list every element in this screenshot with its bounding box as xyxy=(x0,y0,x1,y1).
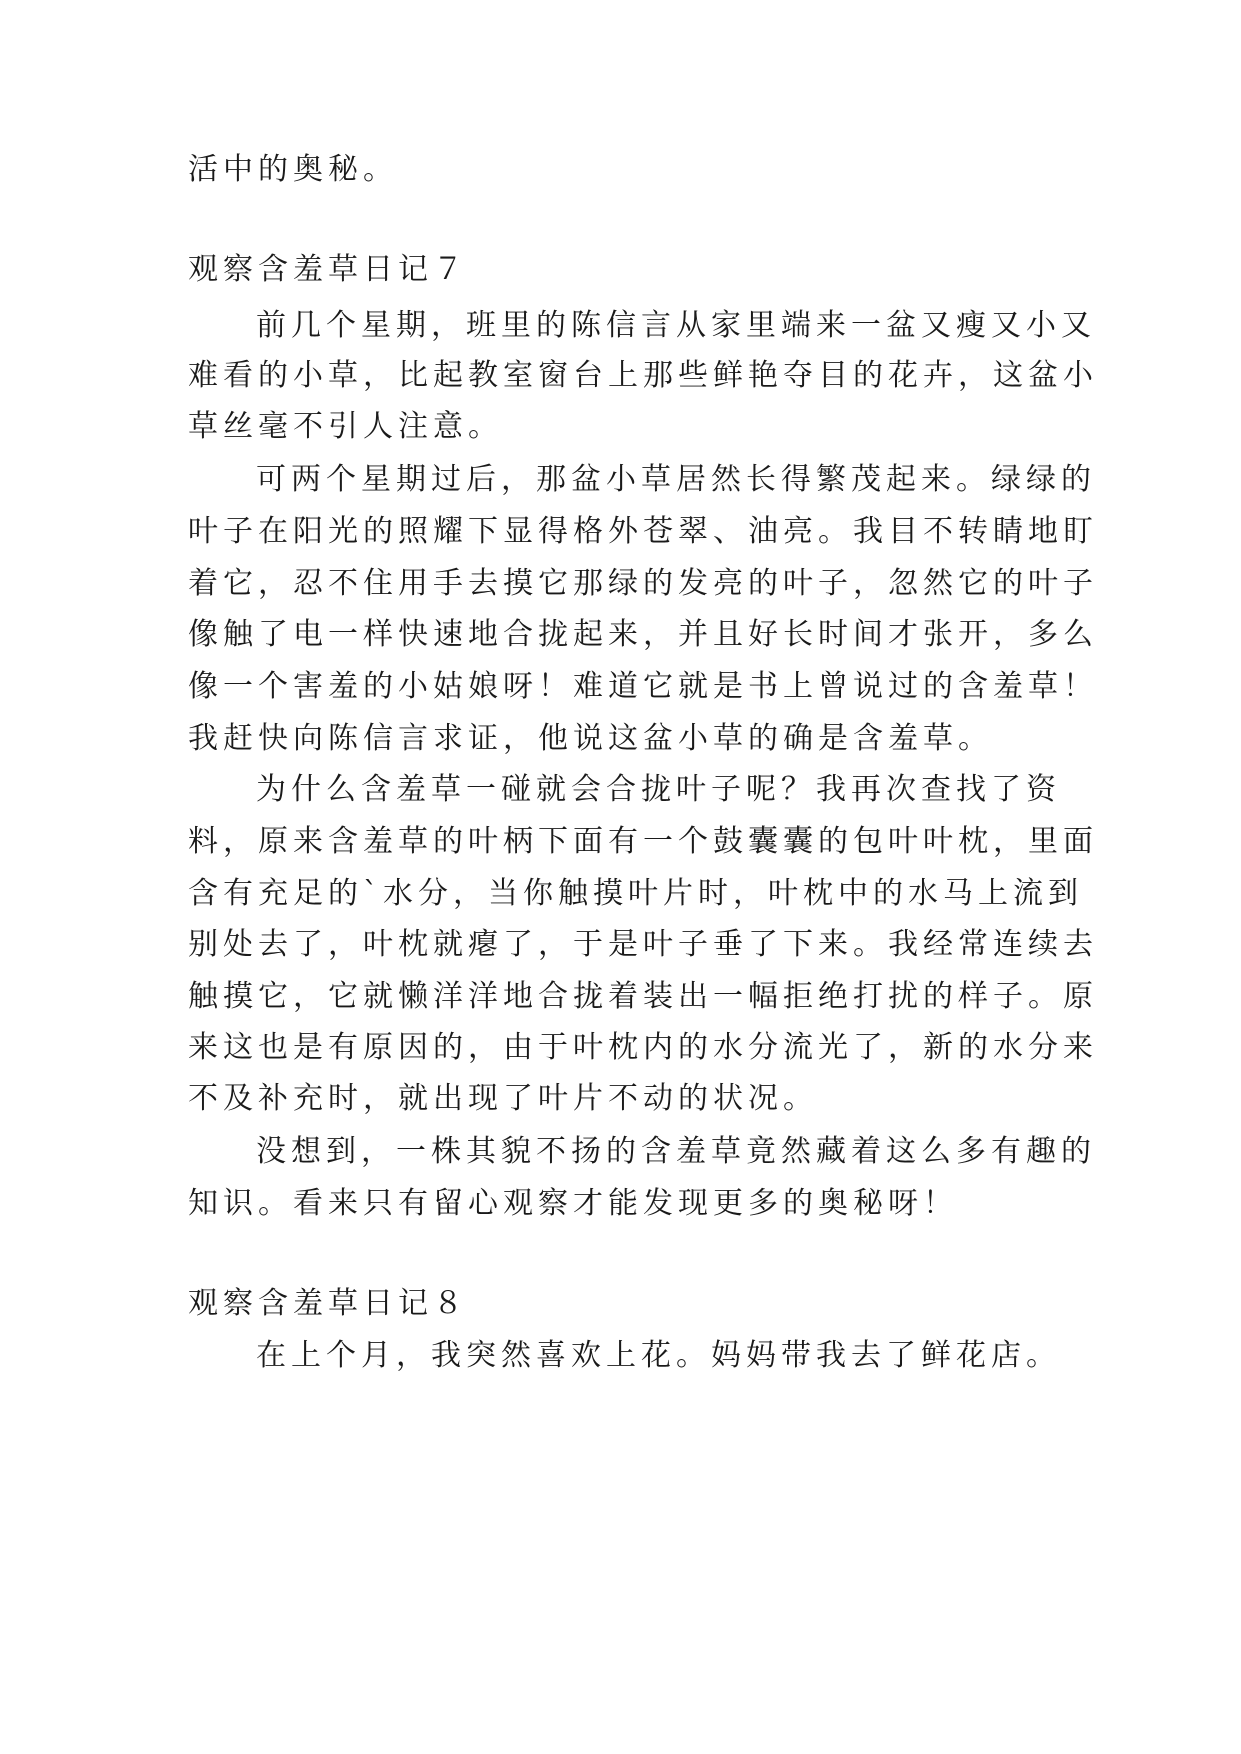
paragraph-line: 草丝毫不引人注意。 xyxy=(188,409,503,444)
paragraph-line: 触摸它，它就懒洋洋地合拢着装出一幅拒绝打扰的样子。原 xyxy=(188,979,1098,1014)
paragraph-line: 着它，忍不住用手去摸它那绿的发亮的叶子，忽然它的叶子 xyxy=(188,566,1098,601)
section-heading: 观察含羞草日记８ xyxy=(188,1286,468,1321)
paragraph-line: 可两个星期过后，那盆小草居然长得繁茂起来。绿绿的 xyxy=(256,462,1096,497)
paragraph-line: 没想到，一株其貌不扬的含羞草竟然藏着这么多有趣的 xyxy=(256,1134,1096,1169)
paragraph-line: 知识。看来只有留心观察才能发现更多的奥秘呀！ xyxy=(188,1186,958,1221)
paragraph-line: 我赶快向陈信言求证，他说这盆小草的确是含羞草。 xyxy=(188,721,993,756)
paragraph-line: 难看的小草，比起教室窗台上那些鲜艳夺目的花卉，这盆小 xyxy=(188,358,1098,393)
paragraph-line: 叶子在阳光的照耀下显得格外苍翠、油亮。我目不转睛地盯 xyxy=(188,514,1098,549)
paragraph-line: 料，原来含羞草的叶柄下面有一个鼓囊囊的包叶叶枕，里面 xyxy=(188,824,1098,859)
section-heading: 观察含羞草日记７ xyxy=(188,252,468,287)
paragraph-line: 来这也是有原因的，由于叶枕内的水分流光了，新的水分来 xyxy=(188,1030,1098,1065)
paragraph-line: 像一个害羞的小姑娘呀！难道它就是书上曾说过的含羞草！ xyxy=(188,669,1098,704)
paragraph-line: 前几个星期，班里的陈信言从家里端来一盆又瘦又小又 xyxy=(256,308,1096,343)
paragraph-line: 为什么含羞草一碰就会合拢叶子呢？我再次查找了资 xyxy=(256,772,1061,807)
paragraph-line: 别处去了，叶枕就瘪了，于是叶子垂了下来。我经常连续去 xyxy=(188,927,1098,962)
paragraph-line: 在上个月，我突然喜欢上花。妈妈带我去了鲜花店。 xyxy=(256,1338,1061,1373)
paragraph-line: 不及补充时，就出现了叶片不动的状况。 xyxy=(188,1081,818,1116)
paragraph-line: 活中的奥秘。 xyxy=(188,152,398,187)
paragraph-line: 像触了电一样快速地合拢起来，并且好长时间才张开，多么 xyxy=(188,617,1098,652)
paragraph-line: 含有充足的`水分，当你触摸叶片时，叶枕中的水马上流到 xyxy=(188,876,1083,911)
